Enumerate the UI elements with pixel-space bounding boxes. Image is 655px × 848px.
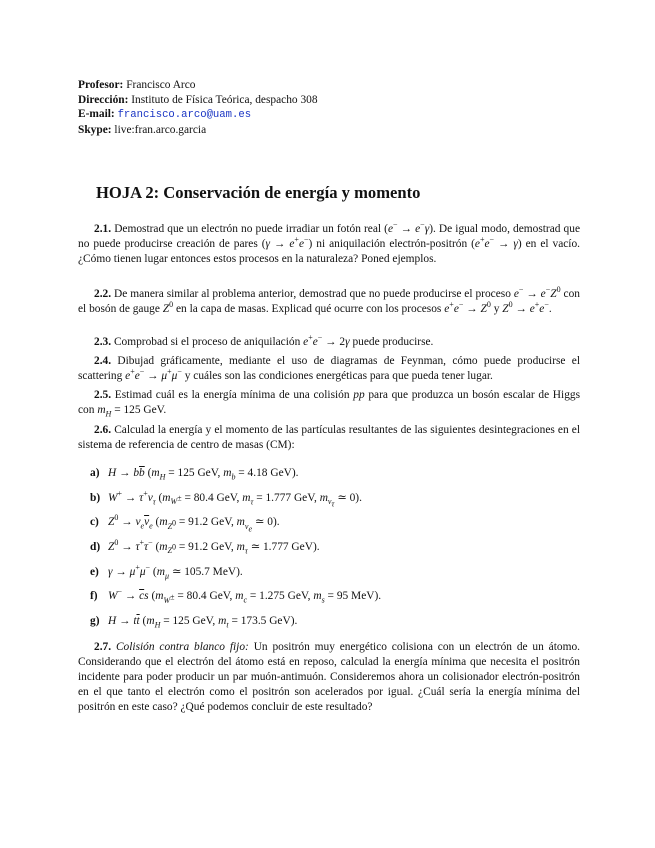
direccion-value: Instituto de Física Teórica, despacho 308	[131, 93, 318, 106]
contact-block	[78, 78, 318, 137]
problem-2-1: 2.1. Demostrad que un electrón no puede irradiar un fotón real (e− → e−γ). De igual modo, demostrad que no puede producirse creación de pares (γ → e+e−) ni aniquilación electrón-positrón (e+e− → γ) en el vacío. ¿Cómo tienen lugar entonces estos procesos en la naturaleza? Poned ejemplos.	[78, 220, 581, 265]
problem-2-2: 2.2. De manera similar al problema anterior, demostrad que no puede producirse el proceso $e^- \to e^-Z^0$ con el bosón de gauge $Z^0$ en la capa de masas. Explicad qué ocurre con los procesos $e^+e^- \to Z^0$ y $Z^0 \to e^+e^-$.	[78, 285, 580, 315]
problem-2-3: 2.3. Comprobad si el proceso de aniquilación e+e− → 2γ puede producirse.	[94, 333, 434, 348]
list-item: d) $Z^0 \to \tau^+\tau^-$ ($m_{Z^0} = 91.2$ GeV, $m_\tau$ ≃ 1.777 GeV).	[90, 538, 320, 556]
sheet-title: HOJA 2: Conservación de energía y momento	[96, 183, 421, 202]
direccion-line: Dirección: Instituto de Física Teórica, despacho 308	[78, 93, 318, 106]
list-item: a) $H \to b\overline{b}$ ($m_H = 125$ GeV, $m_b = 4.18$ GeV).	[90, 467, 299, 482]
problem-2-6: 2.6. Calculad la energía y el momento de las partículas resultantes de las siguientes desintegraciones en el sistema de referencia de centro de masas (CM):	[78, 424, 580, 451]
list-item: c) $Z^0 \to \nu_e\overline{\nu}_e$ ($m_{Z^0} = 91.2$ GeV, $m_{\nu_e}$ ≃ 0).	[90, 513, 280, 534]
skype-line: Skype: live:fran.arco.garcia	[78, 123, 207, 136]
problem-2-5: 2.5. Estimad cuál es la energía mínima de una colisión pp para que produzca un bosón escalar de Higgs con $m_H = 125$ GeV.	[78, 389, 581, 419]
email-line: E-mail: francisco.arco@uam.es	[78, 108, 252, 122]
skype-value: live:fran.arco.garcia	[114, 123, 207, 136]
email-link[interactable]: francisco.arco@uam.es	[117, 109, 252, 122]
decay-list	[90, 466, 381, 639]
list-item: b) $W^+ \to \tau^+\nu_\tau$ ($m_{W^\pm} = 80.4$ GeV, $m_\tau = 1.777$ GeV, $m_{\nu_\tau}$ ≃ 0).	[90, 488, 362, 509]
problem-2-7: 2.7. Colisión contra blanco fijo: Un positrón muy energético colisiona con un electrón de un átomo. Considerando que el electrón del átomo está en reposo, calculad la energía mínima que necesita el positrón incidente para poder producir un par muón-antimuón. Consideremos ahora un colisionador electrón-positrón en el que tanto el electrón como el positrón son acelerados por igual. ¿Cuál sería la energía mínima del positrón en este caso? ¿Qué podemos concluir de este resultado?	[78, 641, 580, 713]
list-item: g) $H \to t\overline{t}$ ($m_H = 125$ GeV, $m_t = 173.5$ GeV).	[90, 615, 298, 630]
profesor-name: Francisco Arco	[126, 79, 196, 91]
list-item: f) $W^- \to \overline{c}s$ ($m_{W^\pm} = 80.4$ GeV, $m_c = 1.275$ GeV, $m_s = 95$ MeV).	[90, 587, 382, 605]
problem-2-4: 2.4. Dibujad gráficamente, mediante el uso de diagramas de Feynman, cómo puede producirse el scattering e+e− → μ+μ− y cuáles son las condiciones energéticas para que pueda tener lugar.	[78, 355, 580, 382]
profesor-line: Profesor: Francisco Arco	[78, 79, 196, 91]
list-item: e) γ → μ+μ− ($m_\mu$ ≃ 105.7 MeV).	[90, 562, 243, 581]
